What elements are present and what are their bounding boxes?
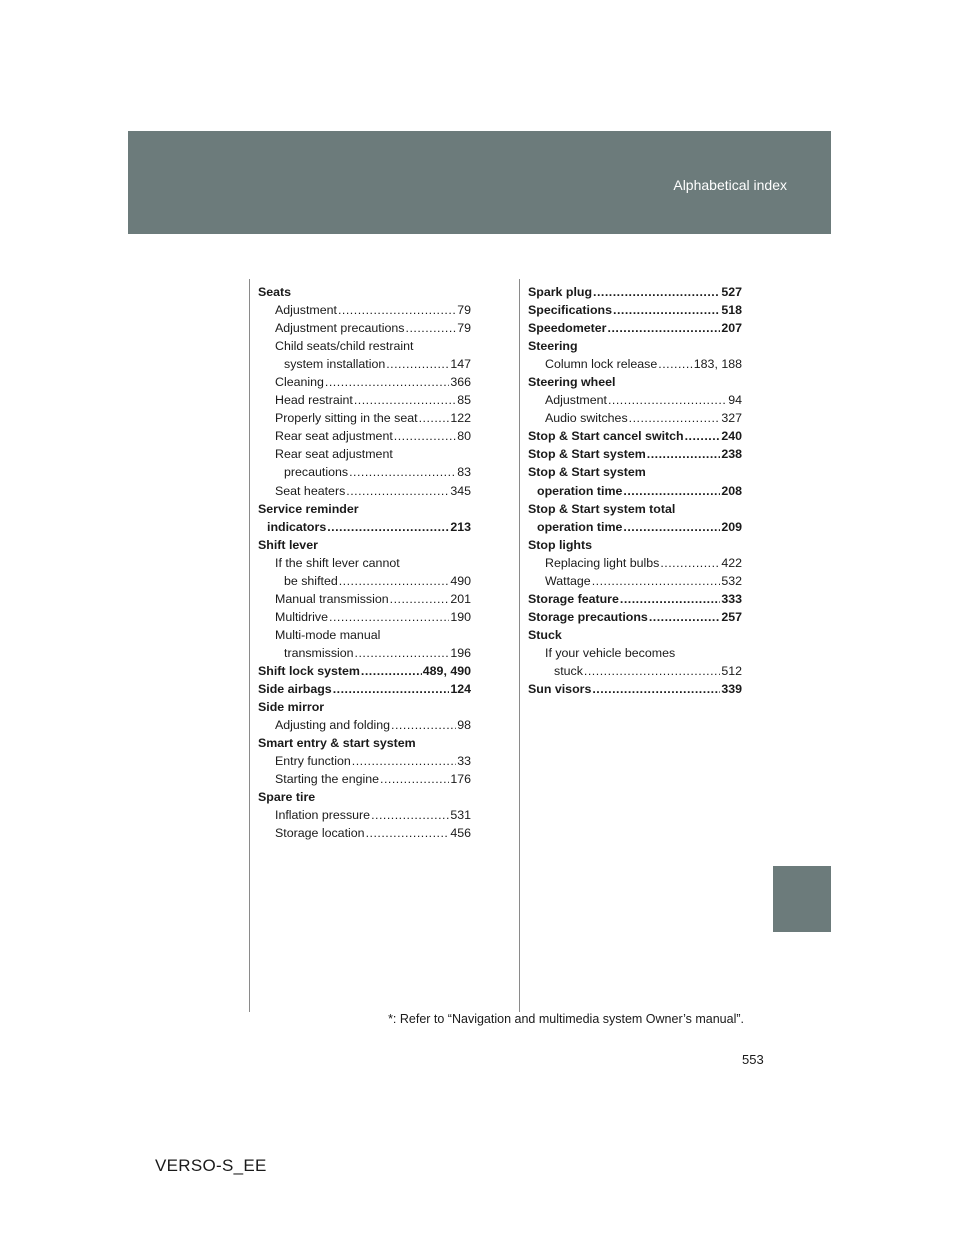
index-entry — [258, 590, 471, 608]
index-entry-term: Speedometer — [528, 321, 607, 336]
index-entry — [528, 554, 742, 572]
index-entry-page: 190 — [450, 609, 471, 624]
dot-leader — [658, 355, 693, 373]
index-entry-page: 79 — [457, 303, 471, 318]
index-entry — [258, 716, 471, 734]
index-entry-term: Specifications — [528, 303, 613, 318]
index-entry — [258, 500, 471, 518]
dot-leader — [660, 554, 720, 572]
dot-leader — [593, 283, 720, 301]
dot-leader — [361, 662, 422, 680]
dot-leader — [371, 806, 449, 824]
index-entry-term: Stop & Start system — [528, 447, 646, 462]
index-entry — [528, 500, 742, 518]
index-entry — [258, 518, 471, 536]
index-entry — [528, 391, 742, 409]
index-entry — [258, 463, 471, 481]
index-entry-page: 122 — [450, 411, 471, 426]
index-entry-page: 147 — [450, 357, 471, 372]
index-entry-page: 531 — [450, 808, 471, 823]
index-entry-term: Stop & Start system total — [528, 501, 676, 516]
index-entry — [258, 698, 471, 716]
index-entry — [258, 734, 471, 752]
dot-leader — [391, 716, 456, 734]
index-entry — [258, 824, 471, 842]
index-entry — [258, 409, 471, 427]
index-entry-term: Column lock release — [545, 357, 658, 372]
index-entry-page: 366 — [450, 375, 471, 390]
index-entry — [528, 301, 742, 319]
index-entry-term: Multidrive — [275, 609, 329, 624]
index-entry — [258, 283, 471, 301]
index-entry — [258, 770, 471, 788]
index-entry-term: Storage precautions — [528, 609, 648, 624]
index-entry — [258, 572, 471, 590]
index-entry-term: Starting the engine — [275, 772, 380, 787]
index-entry-term: Seats — [258, 285, 292, 299]
index-entry — [258, 482, 471, 500]
header-band — [128, 131, 831, 234]
index-entry-term: Side airbags — [258, 682, 332, 697]
index-entry — [258, 319, 471, 337]
index-entry — [528, 373, 742, 391]
dot-leader — [386, 355, 449, 373]
index-entry — [258, 445, 471, 463]
left-column-rule — [249, 279, 250, 1012]
index-entry-page: 83 — [457, 465, 471, 480]
index-entry-term: Stop & Start cancel switch — [528, 429, 684, 444]
index-entry-page: 79 — [457, 321, 471, 336]
index-column-left — [258, 283, 471, 842]
index-entry — [528, 482, 742, 500]
index-entry-term: transmission — [284, 645, 354, 660]
index-entry-page: 176 — [450, 772, 471, 787]
index-entry — [528, 572, 742, 590]
dot-leader — [329, 608, 449, 626]
dot-leader — [325, 373, 449, 391]
index-entry — [528, 536, 742, 554]
dot-leader — [352, 752, 456, 770]
index-entry — [528, 463, 742, 481]
index-entry-term: Side mirror — [258, 700, 325, 715]
footnote: *: Refer to “Navigation and multimedia system Owner’s manual”. — [388, 1012, 744, 1026]
index-entry — [528, 590, 742, 608]
index-entry — [528, 409, 742, 427]
index-entry — [258, 391, 471, 409]
dot-leader — [366, 824, 450, 842]
index-entry-page: 213 — [450, 519, 471, 534]
index-entry — [258, 427, 471, 445]
index-entry-page: 85 — [457, 393, 471, 408]
index-entry — [528, 662, 742, 680]
index-entry-term: Wattage — [545, 573, 591, 588]
index-entry-term: be shifted — [284, 573, 338, 588]
index-entry-page: 490 — [450, 573, 471, 588]
index-entry-term: Manual transmission — [275, 591, 389, 606]
index-entry-page: 209 — [721, 519, 742, 534]
index-entry — [258, 337, 471, 355]
index-entry-page: 201 — [450, 591, 471, 606]
dot-leader — [406, 319, 457, 337]
index-entry-term: Audio switches — [545, 411, 628, 426]
index-entry-term: Adjustment precautions — [275, 321, 405, 336]
index-entry-term: indicators — [267, 519, 327, 534]
dot-leader — [608, 319, 721, 337]
index-entry — [528, 626, 742, 644]
index-entry-page: 80 — [457, 429, 471, 444]
index-entry-term: Shift lock system — [258, 663, 360, 678]
middle-column-rule — [519, 279, 520, 1012]
index-entry-term: Multi-mode manual — [275, 627, 381, 642]
index-entry — [258, 373, 471, 391]
index-entry-term: Stop & Start system — [528, 465, 646, 480]
index-entry — [528, 518, 742, 536]
dot-leader — [419, 409, 450, 427]
index-entry-term: operation time — [537, 483, 623, 498]
index-entry-term: system installation — [284, 357, 386, 372]
dot-leader — [346, 482, 449, 500]
dot-leader — [584, 662, 720, 680]
index-entry-term: Cleaning — [275, 375, 324, 390]
index-entry-page: 339 — [721, 682, 742, 697]
index-entry-term: Storage feature — [528, 591, 619, 606]
index-entry-page: 422 — [721, 555, 742, 570]
index-entry-term: If your vehicle becomes — [545, 645, 676, 660]
index-entry-page: 456 — [450, 826, 471, 841]
index-entry-page: 489, 490 — [422, 663, 471, 678]
index-entry-page: 518 — [721, 303, 742, 318]
index-entry — [258, 806, 471, 824]
index-entry — [258, 662, 471, 680]
section-title: Alphabetical index — [673, 177, 787, 193]
index-entry-term: Steering — [528, 339, 578, 354]
page-number: 553 — [742, 1052, 764, 1067]
index-entry-page: 238 — [721, 447, 742, 462]
index-entry-term: Spare tire — [258, 790, 316, 805]
dot-leader — [623, 482, 720, 500]
index-entry — [258, 644, 471, 662]
index-entry — [528, 445, 742, 463]
index-entry-page: 33 — [457, 754, 471, 769]
index-entry — [258, 536, 471, 554]
dot-leader — [685, 427, 721, 445]
index-entry-term: Rear seat adjustment — [275, 429, 393, 444]
dot-leader — [620, 590, 720, 608]
dot-leader — [623, 518, 720, 536]
index-entry — [528, 283, 742, 301]
index-entry-term: Shift lever — [258, 537, 318, 552]
index-entry — [258, 752, 471, 770]
index-entry-term: Head restraint — [275, 393, 353, 408]
index-entry-term: Service reminder — [258, 501, 359, 516]
dot-leader — [647, 445, 721, 463]
index-entry-term: Properly sitting in the seat — [275, 411, 418, 426]
section-thumb-tab — [773, 866, 831, 932]
index-entry-page: 94 — [728, 393, 742, 408]
index-entry-page: 208 — [721, 483, 742, 498]
index-entry-term: Rear seat adjustment — [275, 447, 393, 462]
index-entry-page: 512 — [721, 663, 742, 678]
dot-leader — [592, 680, 720, 698]
index-entry — [528, 319, 742, 337]
index-entry-term: Seat heaters — [275, 483, 346, 498]
dot-leader — [613, 301, 720, 319]
dot-leader — [394, 427, 456, 445]
index-entry-term: Adjusting and folding — [275, 718, 391, 733]
index-entry-page: 124 — [450, 682, 471, 697]
dot-leader — [354, 391, 456, 409]
index-entry-term: stuck — [554, 663, 583, 678]
dot-leader — [327, 518, 449, 536]
index-entry-term: Spark plug — [528, 285, 593, 299]
index-entry — [528, 355, 742, 373]
index-entry-page: 333 — [721, 591, 742, 606]
dot-leader — [355, 644, 450, 662]
index-entry — [258, 301, 471, 319]
index-entry-term: operation time — [537, 519, 623, 534]
dot-leader — [339, 572, 450, 590]
index-entry — [528, 680, 742, 698]
index-entry-page: 532 — [721, 573, 742, 588]
dot-leader — [592, 572, 721, 590]
dot-leader — [649, 608, 721, 626]
index-entry-term: Storage location — [275, 826, 365, 841]
index-entry — [258, 680, 471, 698]
index-entry-term: Sun visors — [528, 682, 592, 697]
index-entry-page: 183, 188 — [693, 357, 742, 372]
index-column-right — [528, 283, 742, 698]
dot-leader — [629, 409, 721, 427]
index-entry-term: Steering wheel — [528, 375, 616, 390]
dot-leader — [338, 301, 456, 319]
index-entry — [258, 608, 471, 626]
index-entry — [258, 554, 471, 572]
index-entry — [258, 355, 471, 373]
index-entry-page: 345 — [450, 483, 471, 498]
index-entry-term: Inflation pressure — [275, 808, 371, 823]
index-entry-term: Stop lights — [528, 537, 593, 552]
index-entry-page: 257 — [721, 609, 742, 624]
index-entry-term: Adjustment — [275, 303, 337, 318]
index-entry-term: Stuck — [528, 627, 562, 642]
index-entry-term: Entry function — [275, 754, 351, 769]
dot-leader — [390, 590, 450, 608]
dot-leader — [349, 463, 456, 481]
index-entry-term: Smart entry & start system — [258, 736, 416, 751]
index-entry — [258, 626, 471, 644]
index-entry-page: 527 — [721, 285, 742, 299]
index-entry-term: precautions — [284, 465, 349, 480]
index-entry — [528, 644, 742, 662]
index-entry-page: 207 — [721, 321, 742, 336]
index-entry-page: 240 — [721, 429, 742, 444]
dot-leader — [333, 680, 450, 698]
document-code: VERSO-S_EE — [155, 1156, 267, 1175]
dot-leader — [608, 391, 727, 409]
index-entry-page: 196 — [450, 645, 471, 660]
index-entry-term: Adjustment — [545, 393, 607, 408]
index-entry — [258, 788, 471, 806]
index-entry — [528, 337, 742, 355]
index-entry-page: 327 — [721, 411, 742, 426]
index-entry-term: Replacing light bulbs — [545, 555, 660, 570]
index-entry-term: If the shift lever cannot — [275, 555, 400, 570]
dot-leader — [380, 770, 449, 788]
index-entry — [528, 427, 742, 445]
index-entry-page: 98 — [457, 718, 471, 733]
index-entry — [528, 608, 742, 626]
index-entry-term: Child seats/child restraint — [275, 339, 414, 354]
